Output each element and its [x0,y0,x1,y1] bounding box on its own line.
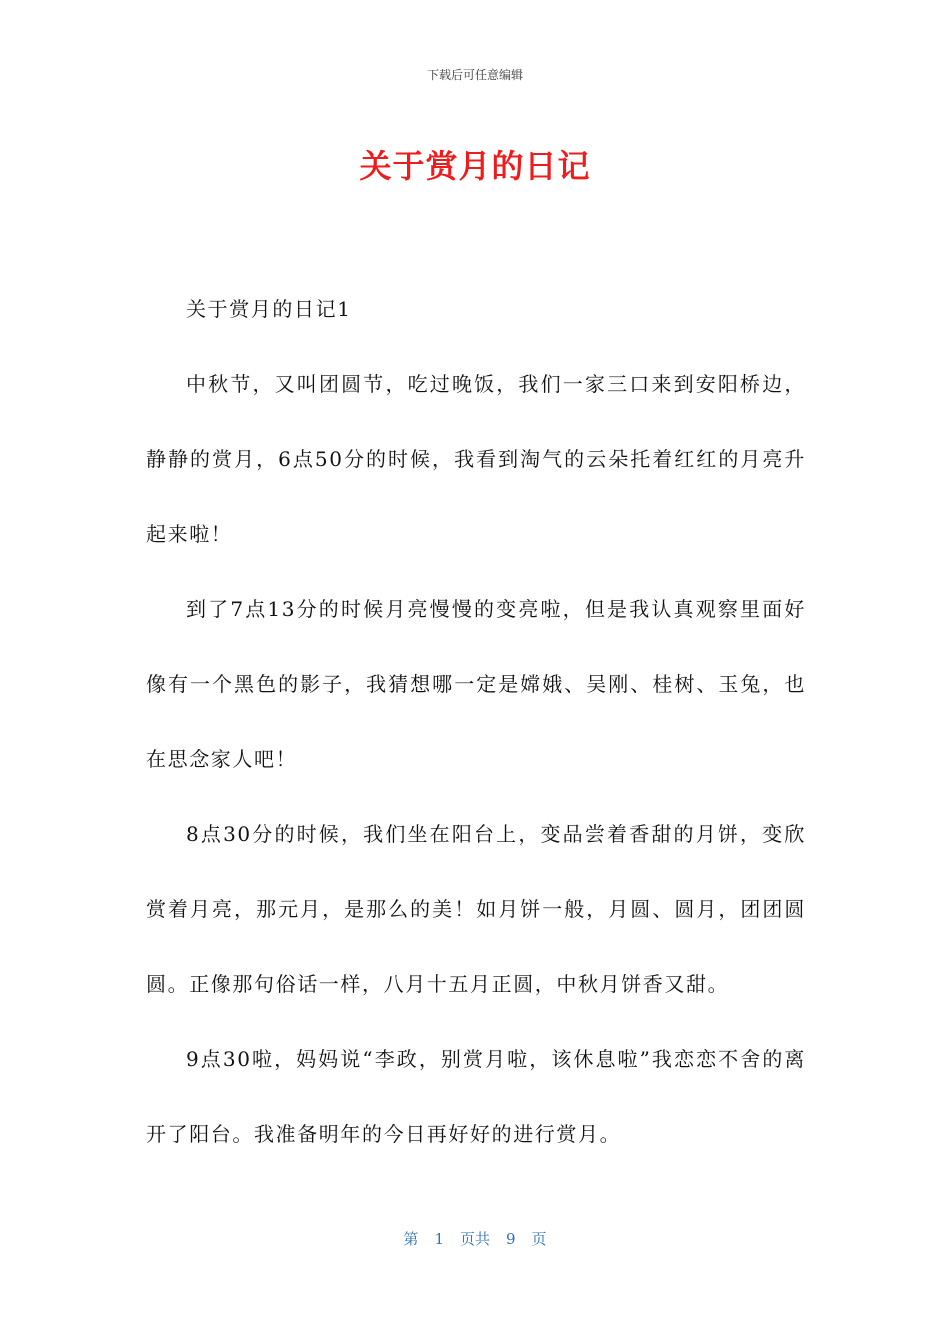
footer-page-suffix: 页 [531,1230,547,1248]
page-header-note: 下载后可任意编辑 [426,68,523,82]
footer-page-current: 1 [434,1230,444,1248]
footer-page-total: 9 [506,1230,516,1248]
document-title: 关于赏月的日记 [359,147,591,185]
page-footer [0,1228,950,1250]
footer-page-middle: 页共 [459,1230,490,1248]
body-paragraph: 到了7点13分的时候月亮慢慢的变亮啦，但是我认真观察里面好像有一个黑色的影子，我猜想哪一定是嫦娥、吴刚、桂树、玉兔，也在思念家人吧！ [146,597,806,771]
section-heading: 关于赏月的日记1 [186,297,352,321]
body-paragraph: 中秋节，又叫团圆节，吃过晚饭，我们一家三口来到安阳桥边，静静的赏月，6点50分的时候，我看到淘气的云朵托着红红的月亮升起来啦！ [146,372,806,546]
footer-page-prefix: 第 [403,1230,419,1248]
document-body [146,272,806,1172]
body-paragraph: 8点30分的时候，我们坐在阳台上，变品尝着香甜的月饼，变欣赏着月亮，那元月，是那么的美！如月饼一般，月圆、圆月，团团圆圆。正像那句俗话一样，八月十五月正圆，中秋月饼香又甜。 [146,822,806,996]
body-paragraph: 9点30啦，妈妈说“李政，别赏月啦，该休息啦”我恋恋不舍的离开了阳台。我准备明年的今日再好好的进行赏月。 [146,1047,806,1146]
